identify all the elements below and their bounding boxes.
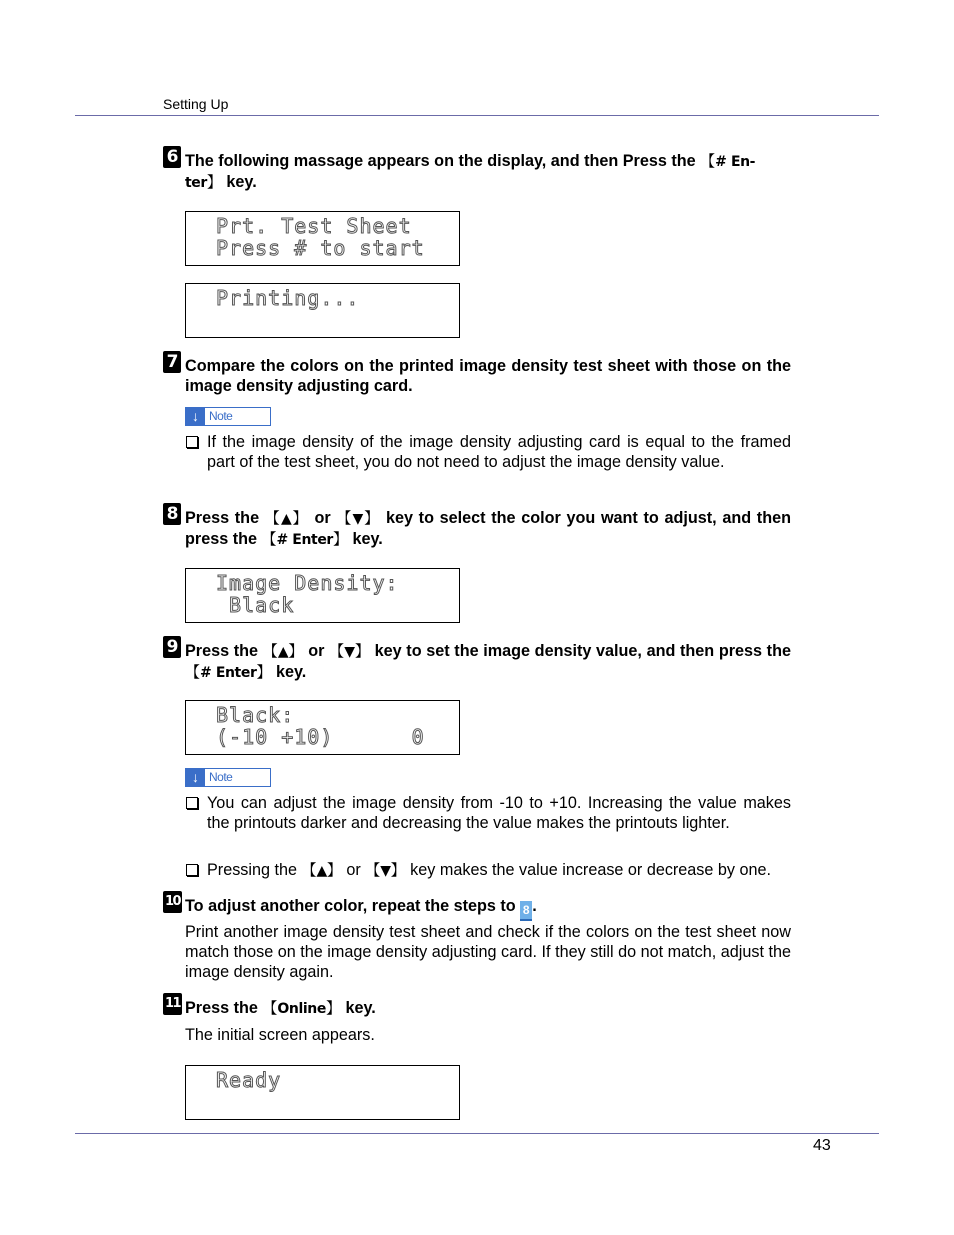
footer-rule xyxy=(75,1133,879,1134)
key-enter-cont: ter xyxy=(185,175,207,191)
step-number-8: 8 xyxy=(163,503,181,525)
running-header: Setting Up xyxy=(163,96,229,112)
header-rule xyxy=(75,115,879,116)
key-bracket-close: 】 xyxy=(354,643,370,660)
key-bracket-open: 【 xyxy=(329,643,345,660)
key-bracket-close: 】 xyxy=(206,174,222,191)
step-10-body: Print another image density test sheet and check if the colors on the test sheet now match those on the image density adjusting card. If they still do not match, adjust the image density again. xyxy=(185,923,791,981)
bullet-text: key makes the value increase or decrease by one. xyxy=(405,861,772,879)
step-10-instruction xyxy=(185,896,791,921)
step-number-9: 9 xyxy=(163,636,181,658)
step-8-text-end: key. xyxy=(347,530,383,548)
lcd-display-test-sheet xyxy=(185,211,460,266)
step-11-body: The initial screen appears. xyxy=(185,1026,375,1044)
lcd-display-image-density xyxy=(185,568,460,623)
step-9-text-end: key. xyxy=(271,663,307,681)
step-6-instruction xyxy=(185,151,791,193)
key-down: ▼ xyxy=(344,644,355,660)
lcd-line-1: Black: xyxy=(216,703,295,727)
step-number-7: 7 xyxy=(163,351,181,373)
key-bracket-close: 】 xyxy=(325,1000,341,1017)
lcd-line-2: (-10 +10) 0 xyxy=(216,725,425,749)
step-9-instruction xyxy=(185,641,791,683)
step-8-text: Press the xyxy=(185,509,265,527)
key-bracket-open: 【 xyxy=(261,531,277,548)
key-up: ▲ xyxy=(280,511,293,527)
key-bracket-close: 】 xyxy=(292,510,309,527)
note-badge xyxy=(185,768,271,787)
lcd-display-ready xyxy=(185,1065,460,1120)
page-number: 43 xyxy=(813,1137,831,1154)
key-bracket-close: 】 xyxy=(256,664,272,681)
step-11-text-end: key. xyxy=(340,999,376,1017)
key-bracket-close: 】 xyxy=(364,510,381,527)
down-arrow-icon: ↓ xyxy=(186,769,205,786)
key-bracket-open: 【 xyxy=(336,510,353,527)
lcd-display-black-value xyxy=(185,700,460,755)
step-8-text: key to select the color you want to adjust, and then press the xyxy=(185,509,791,548)
step-9-text: or xyxy=(303,642,330,660)
key-enter: # En- xyxy=(715,154,756,170)
lcd-line-1: Ready xyxy=(216,1068,282,1092)
step-6-text: The following massage appears on the display, and then Press the xyxy=(185,152,701,170)
key-down: ▼ xyxy=(352,511,365,527)
key-up: ▲ xyxy=(277,644,289,660)
step-10-text: To adjust another color, repeat the steps to xyxy=(185,897,521,915)
lcd-line-1: Image Density: xyxy=(216,571,399,595)
key-down: ▼ xyxy=(380,863,391,879)
step-number-6: 6 xyxy=(163,146,181,168)
key-bracket-close: 】 xyxy=(332,531,348,548)
key-bracket-open: 【 xyxy=(700,153,716,170)
bullet-text: Pressing the xyxy=(207,861,302,879)
checkbox-icon xyxy=(186,864,198,876)
lcd-line-1: Prt. Test Sheet xyxy=(216,214,412,238)
step-8-link[interactable]: 8 xyxy=(520,901,532,921)
down-arrow-icon: ↓ xyxy=(186,408,205,425)
key-bracket-close: 】 xyxy=(390,862,406,879)
lcd-line-1: Printing... xyxy=(216,286,360,310)
step-10-text-end: . xyxy=(532,897,537,915)
key-enter: # Enter xyxy=(276,532,333,548)
step-8-text: or xyxy=(308,509,337,527)
bullet-text: or xyxy=(341,861,366,879)
lcd-line-2: Press # to start xyxy=(216,236,425,260)
key-bracket-open: 【 xyxy=(262,1000,278,1017)
key-bracket-close: 】 xyxy=(326,862,342,879)
key-up: ▲ xyxy=(316,863,327,879)
key-bracket-open: 【 xyxy=(185,664,201,681)
key-bracket-close: 】 xyxy=(288,643,304,660)
key-bracket-open: 【 xyxy=(365,862,381,879)
lcd-line-2: Black xyxy=(216,593,295,617)
step-6-text-end: key. xyxy=(221,173,257,191)
checkbox-icon xyxy=(186,436,198,448)
key-online: Online xyxy=(277,1001,326,1017)
step-11-text: Press the xyxy=(185,999,263,1017)
step-8-instruction xyxy=(185,508,791,550)
note-bullet-text xyxy=(207,860,791,881)
key-bracket-open: 【 xyxy=(262,643,278,660)
key-bracket-open: 【 xyxy=(264,510,281,527)
step-9-text: Press the xyxy=(185,642,263,660)
key-enter: # Enter xyxy=(200,665,257,681)
checkbox-icon xyxy=(186,797,198,809)
step-11-instruction xyxy=(185,998,791,1019)
step-9-text: key to set the image density value, and then press the xyxy=(369,642,791,660)
lcd-display-printing xyxy=(185,283,460,338)
note-bullet-text: You can adjust the image density from -10 to +10. Increasing the value makes the printouts darker and decreasing the value makes the printouts lighter. xyxy=(207,794,791,832)
step-7-instruction: Compare the colors on the printed image density test sheet with those on the image density adjusting card. xyxy=(185,357,791,395)
note-label: Note xyxy=(209,409,233,423)
note-bullet-text: If the image density of the image density adjusting card is equal to the framed part of the test sheet, you do not need to adjust the image density value. xyxy=(207,433,791,471)
step-number-10: 10 xyxy=(163,891,182,913)
note-label: Note xyxy=(209,770,233,784)
step-number-11: 11 xyxy=(163,993,182,1015)
note-badge xyxy=(185,407,271,426)
key-bracket-open: 【 xyxy=(301,862,317,879)
